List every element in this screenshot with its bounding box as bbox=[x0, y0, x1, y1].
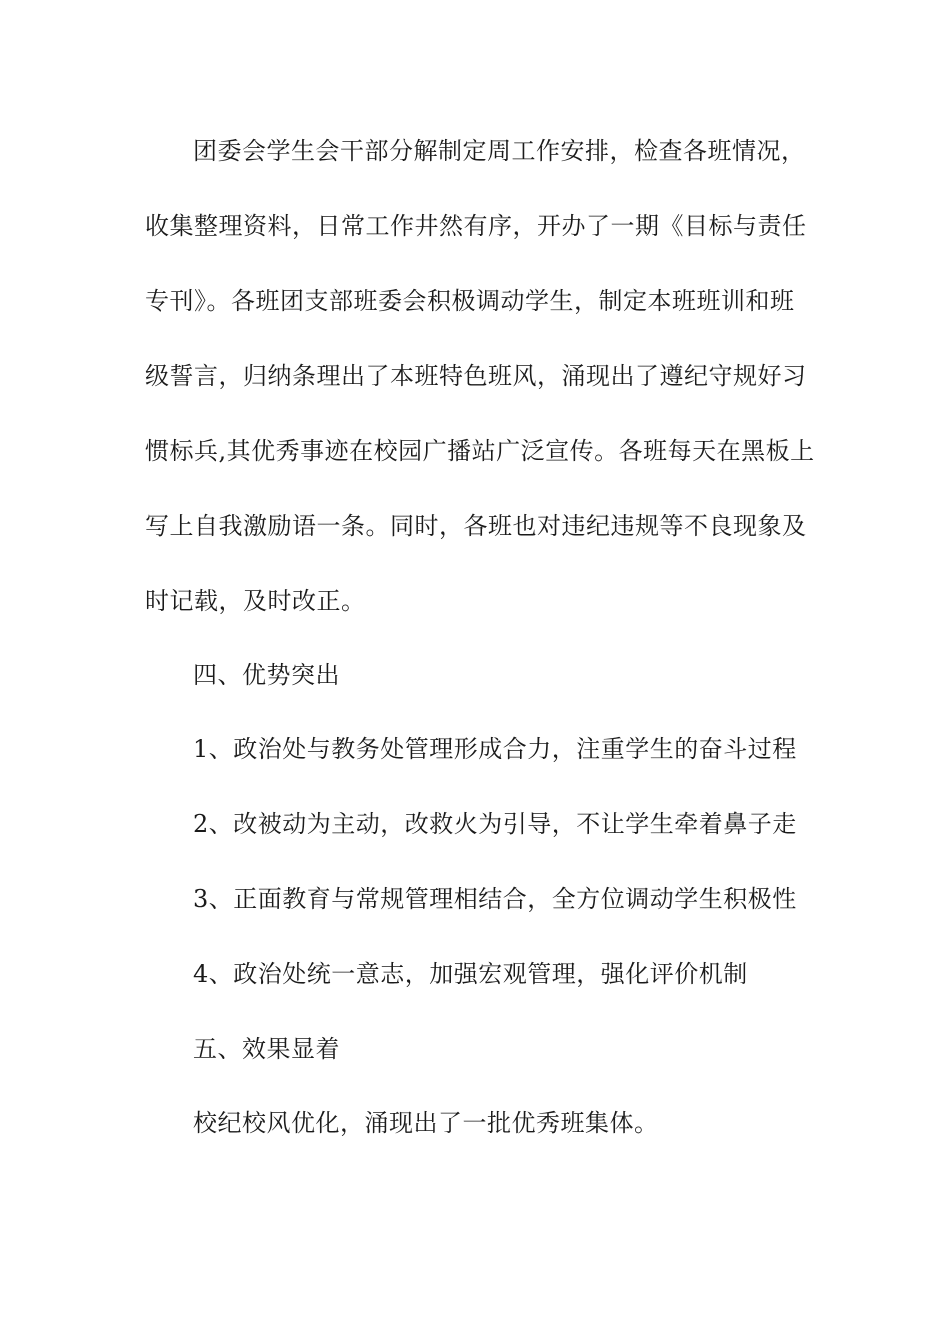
paragraph-line: 收集整理资料，日常工作井然有序，开办了一期《目标与责任 bbox=[145, 212, 807, 240]
list-item: 4、政治处统一意志，加强宏观管理，强化评价机制 bbox=[193, 960, 748, 988]
section-heading-5: 五、效果显着 bbox=[193, 1035, 340, 1063]
paragraph-line: 惯标兵,其优秀事迹在校园广播站广泛宣传。各班每天在黑板上 bbox=[145, 437, 815, 465]
conclusion-text: 校纪校风优化，涌现出了一批优秀班集体。 bbox=[193, 1109, 659, 1137]
list-item: 3、正面教育与常规管理相结合，全方位调动学生积极性 bbox=[193, 885, 797, 913]
section-heading-4: 四、优势突出 bbox=[193, 661, 340, 689]
paragraph-line: 团委会学生会干部分解制定周工作安排，检查各班情况， bbox=[193, 137, 806, 165]
list-item: 1、政治处与教务处管理形成合力，注重学生的奋斗过程 bbox=[193, 735, 797, 763]
paragraph-line: 专刊》。各班团支部班委会积极调动学生，制定本班班训和班 bbox=[145, 287, 795, 315]
paragraph-line: 写上自我激励语一条。同时，各班也对违纪违规等不良现象及 bbox=[145, 512, 807, 540]
list-item: 2、改被动为主动，改救火为引导，不让学生牵着鼻子走 bbox=[193, 810, 797, 838]
paragraph-line: 时记载，及时改正。 bbox=[145, 587, 366, 615]
paragraph-line: 级誓言，归纳条理出了本班特色班风，涌现出了遵纪守规好习 bbox=[145, 362, 807, 390]
